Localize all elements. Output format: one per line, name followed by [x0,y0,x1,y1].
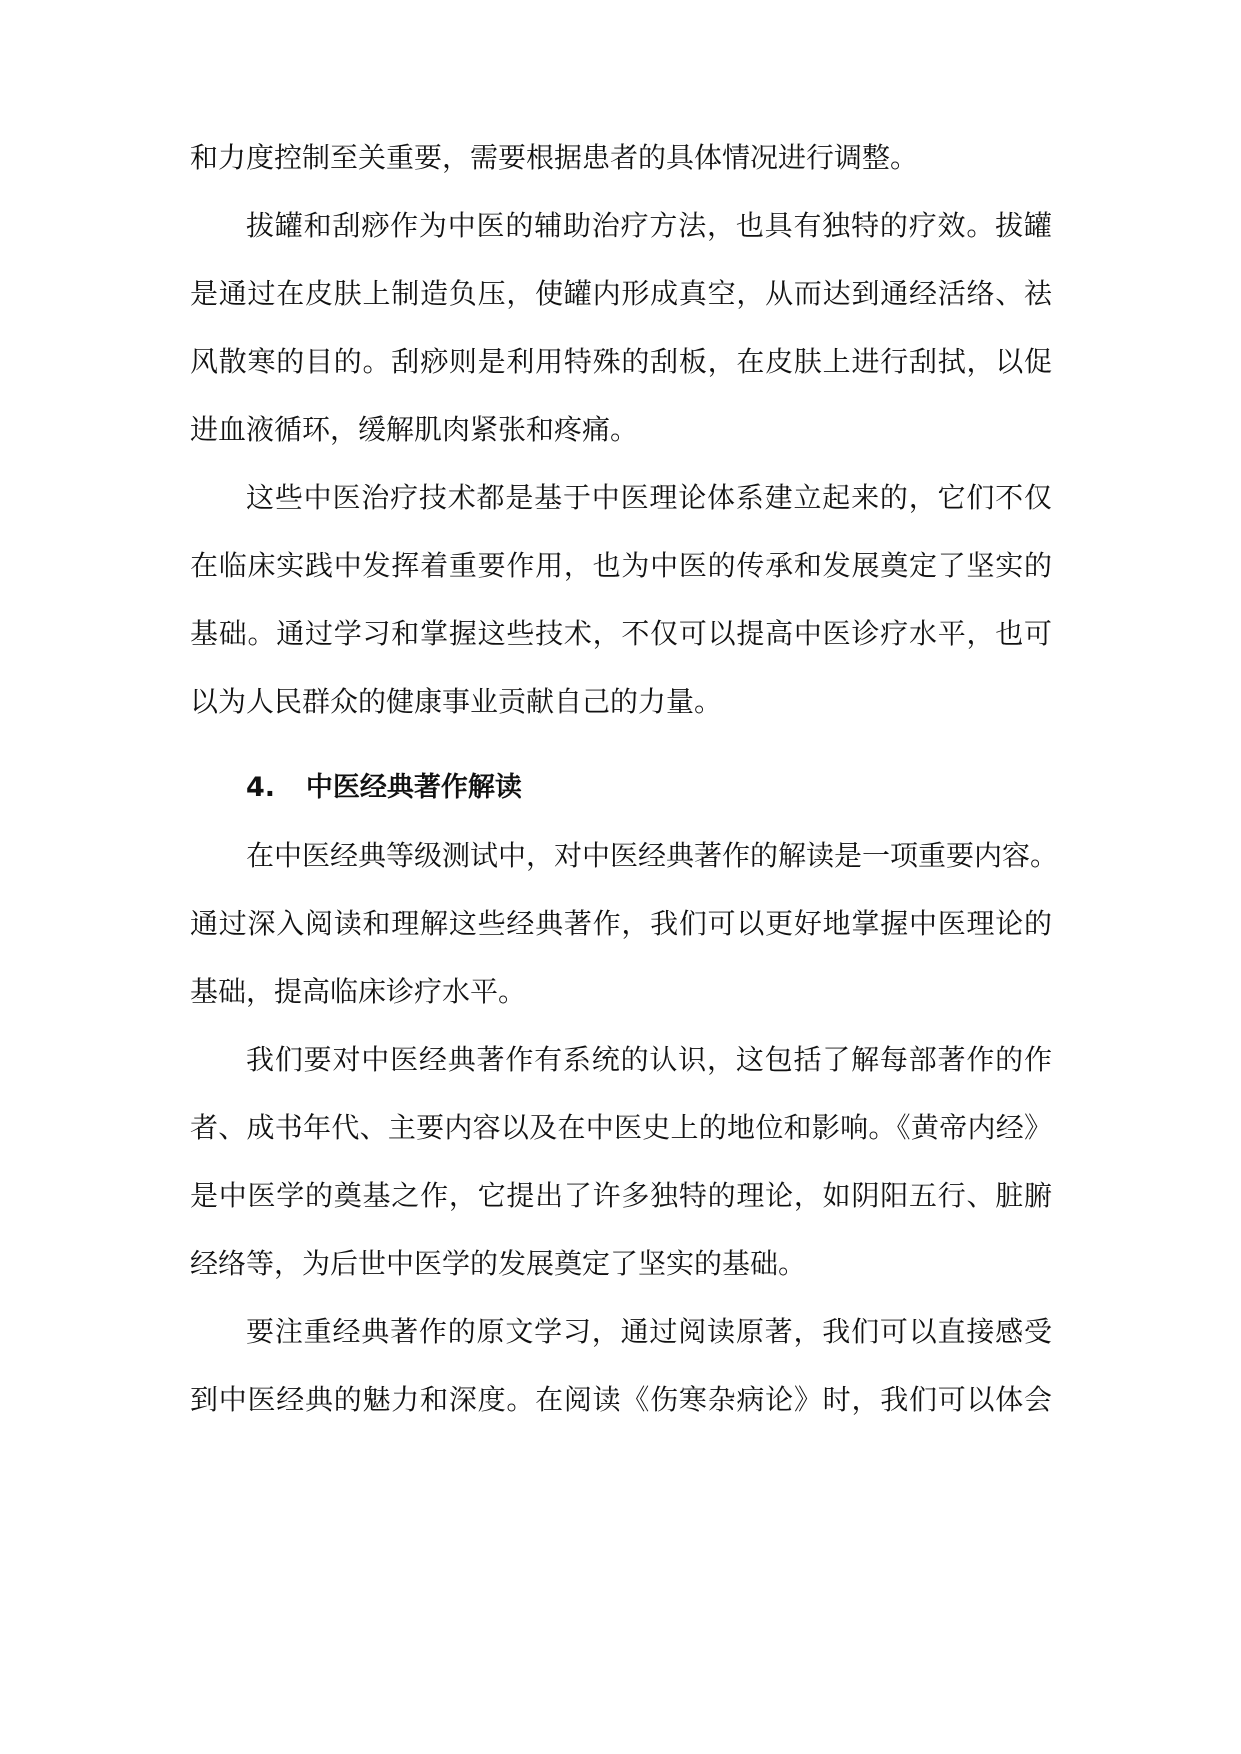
text-line: 在临床实践中发挥着重要作用，也为中医的传承和发展奠定了坚实的 [190,549,1052,582]
text-line: 到中医经典的魅力和深度。在阅读《伤寒杂病论》时，我们可以体会 [190,1383,1052,1416]
text-line: 这些中医治疗技术都是基于中医理论体系建立起来的，它们不仅 [246,481,1052,514]
text-line: 是中医学的奠基之作，它提出了许多独特的理论，如阴阳五行、脏腑 [190,1179,1052,1212]
section-number: 4. [246,772,276,803]
text-line: 经络等，为后世中医学的发展奠定了坚实的基础。 [190,1247,807,1280]
text-line: 进血液循环，缓解肌肉紧张和疼痛。 [190,413,639,446]
text-line: 基础，提高临床诊疗水平。 [190,975,527,1008]
text-line: 基础。通过学习和掌握这些技术，不仅可以提高中医诊疗水平，也可 [190,617,1052,650]
text-line: 拔罐和刮痧作为中医的辅助治疗方法，也具有独特的疗效。拔罐 [246,209,1052,242]
text-line: 在中医经典等级测试中，对中医经典著作的解读是一项重要内容。 [246,839,1059,872]
text-line: 者、成书年代、主要内容以及在中医史上的地位和影响。《黄帝内经》 [190,1111,1052,1144]
section-title: 中医经典著作解读 [305,772,522,803]
section-heading [246,768,522,808]
text-line: 是通过在皮肤上制造负压，使罐内形成真空，从而达到通经活络、祛 [190,277,1052,310]
text-line: 要注重经典著作的原文学习，通过阅读原著，我们可以直接感受 [246,1315,1052,1348]
text-line: 风散寒的目的。刮痧则是利用特殊的刮板，在皮肤上进行刮拭，以促 [190,345,1052,378]
text-line: 通过深入阅读和理解这些经典著作，我们可以更好地掌握中医理论的 [190,907,1052,940]
text-line: 和力度控制至关重要，需要根据患者的具体情况进行调整。 [190,141,919,174]
text-line: 以为人民群众的健康事业贡献自己的力量。 [190,685,723,718]
text-line: 我们要对中医经典著作有系统的认识，这包括了解每部著作的作 [246,1043,1052,1076]
